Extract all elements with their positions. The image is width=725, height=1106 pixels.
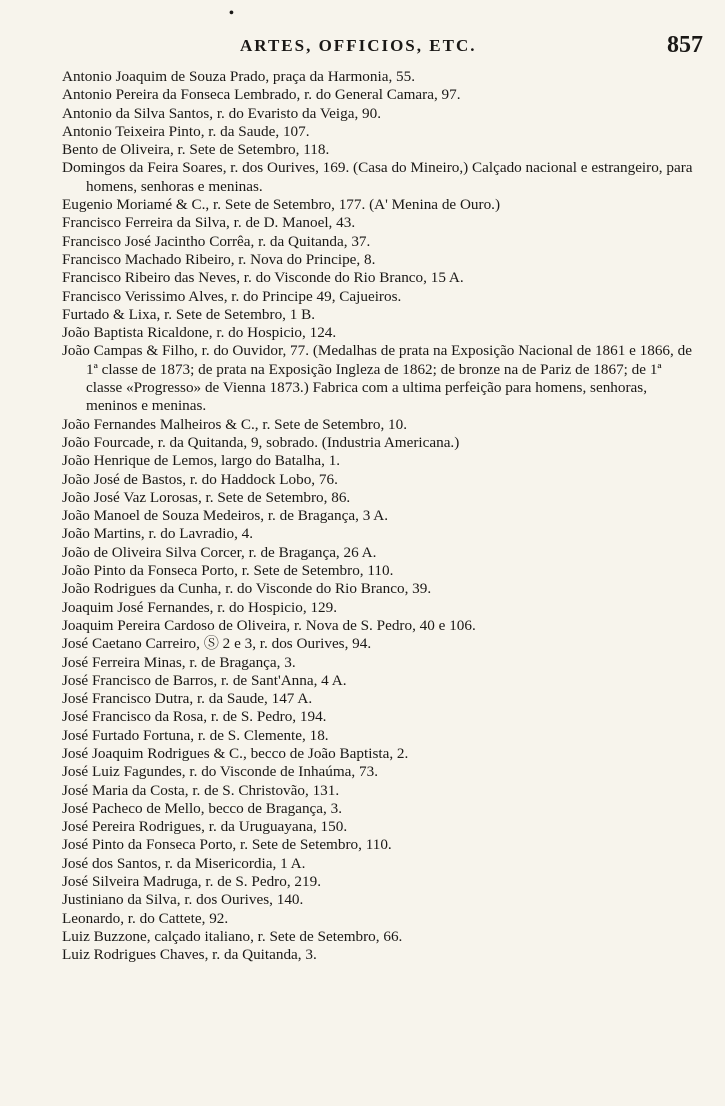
directory-entry: João Manoel de Souza Medeiros, r. de Bragança, 3 A. (62, 507, 389, 525)
directory-entry: Luiz Rodrigues Chaves, r. da Quitanda, 3. (62, 946, 317, 964)
directory-entry: Francisco Ferreira da Silva, r. de D. Manoel, 43. (62, 214, 356, 232)
directory-entry: José Pinto da Fonseca Porto, r. Sete de Setembro, 110. (62, 836, 392, 854)
directory-entry: Joaquim Pereira Cardoso de Oliveira, r. Nova de S. Pedro, 40 e 106. (62, 616, 476, 634)
directory-entry: Bento de Oliveira, r. Sete de Setembro, 118. (62, 141, 330, 159)
directory-entry: José dos Santos, r. da Misericordia, 1 A. (62, 854, 306, 872)
directory-entry: José Maria da Costa, r. de S. Christovão, 131. (62, 781, 340, 799)
directory-entry: José Francisco Dutra, r. da Saude, 147 A. (62, 690, 313, 708)
directory-entry: João de Oliveira Silva Corcer, r. de Bragança, 26 A. (62, 543, 377, 561)
directory-entry: Eugenio Moriamé & C., r. Sete de Setembro, 177. (A' Menina de Ouro.) (62, 196, 501, 214)
directory-entry: Francisco Verissimo Alves, r. do Principe 49, Cajueiros. (62, 287, 402, 305)
directory-entry: João Campas & Filho, r. do Ouvidor, 77. (Medalhas de prata na Exposição Nacional de 1861 e 1866, de 1ª classe de 1873; de prata na Exposição Ingleza de 1862; de bronze na de Pariz de 1867; de 1ª classe «Progresso» de Vienna 1873.) Fabrica com a ultima perfeição para homens, senhoras, meninos e meninas. (62, 342, 692, 415)
directory-entry: José Pacheco de Mello, becco de Bragança, 3. (62, 799, 343, 817)
directory-entry: João Martins, r. do Lavradio, 4. (62, 525, 254, 543)
directory-entry: João José de Bastos, r. do Haddock Lobo, 76. (62, 470, 338, 488)
directory-entry: João Baptista Ricaldone, r. do Hospicio, 124. (62, 324, 337, 342)
ink-mark: • (229, 6, 234, 21)
directory-entry: Joaquim José Fernandes, r. do Hospicio, 129. (62, 598, 338, 616)
directory-entry: José Caetano Carreiro, Ⓢ 2 e 3, r. dos Ourives, 94. (62, 635, 372, 653)
directory-entry: Antonio Joaquim de Souza Prado, praça da Harmonia, 55. (62, 68, 416, 85)
directory-entry: José Pereira Rodrigues, r. da Uruguayana, 150. (62, 818, 348, 836)
directory-entry: João Pinto da Fonseca Porto, r. Sete de Setembro, 110. (62, 562, 394, 580)
directory-entry: Luiz Buzzone, calçado italiano, r. Sete de Setembro, 66. (62, 927, 403, 945)
directory-entry: José Luiz Fagundes, r. do Visconde de Inhaúma, 73. (62, 763, 378, 781)
entry-list (62, 68, 698, 965)
page-header (0, 32, 725, 64)
directory-entry: Justiniano da Silva, r. dos Ourives, 140. (62, 891, 304, 909)
directory-entry: Furtado & Lixa, r. Sete de Setembro, 1 B. (62, 305, 316, 323)
directory-entry: José Francisco de Barros, r. de Sant'Anna, 4 A. (62, 671, 347, 689)
directory-entry: José Furtado Fortuna, r. de S. Clemente, 18. (62, 726, 329, 744)
directory-entry: José Ferreira Minas, r. de Bragança, 3. (62, 653, 296, 671)
directory-entry: João Henrique de Lemos, largo do Batalha, 1. (62, 452, 341, 470)
directory-entry: Francisco José Jacintho Corrêa, r. da Quitanda, 37. (62, 232, 371, 250)
directory-entry: José Joaquim Rodrigues & C., becco de João Baptista, 2. (62, 744, 409, 762)
directory-entry: João Rodrigues da Cunha, r. do Visconde do Rio Branco, 39. (62, 580, 432, 598)
directory-entry: José Francisco da Rosa, r. de S. Pedro, 194. (62, 708, 327, 726)
directory-entry: Antonio Pereira da Fonseca Lembrado, r. do General Camara, 97. (62, 86, 461, 104)
directory-entry: José Silveira Madruga, r. de S. Pedro, 219. (62, 873, 321, 891)
directory-entry: Antonio da Silva Santos, r. do Evaristo da Veiga, 90. (62, 104, 382, 122)
running-title: ARTES, OFFICIOS, ETC. (240, 36, 477, 55)
directory-entry: Antonio Teixeira Pinto, r. da Saude, 107. (62, 122, 310, 140)
directory-entry: João José Vaz Lorosas, r. Sete de Setembro, 86. (62, 488, 351, 506)
directory-entry: Francisco Ribeiro das Neves, r. do Visconde do Rio Branco, 15 A. (62, 269, 464, 287)
directory-entry: Leonardo, r. do Cattete, 92. (62, 909, 229, 927)
directory-entry: Francisco Machado Ribeiro, r. Nova do Principe, 8. (62, 250, 376, 268)
directory-entry: João Fourcade, r. da Quitanda, 9, sobrado. (Industria Americana.) (62, 433, 460, 451)
page-number: 857 (667, 32, 703, 58)
directory-entry: João Fernandes Malheiros & C., r. Sete de Setembro, 10. (62, 415, 408, 433)
directory-entry: Domingos da Feira Soares, r. dos Ourives, 169. (Casa do Mineiro,) Calçado nacional e estrangeiro, para homens, senhoras e meninas. (62, 159, 693, 195)
